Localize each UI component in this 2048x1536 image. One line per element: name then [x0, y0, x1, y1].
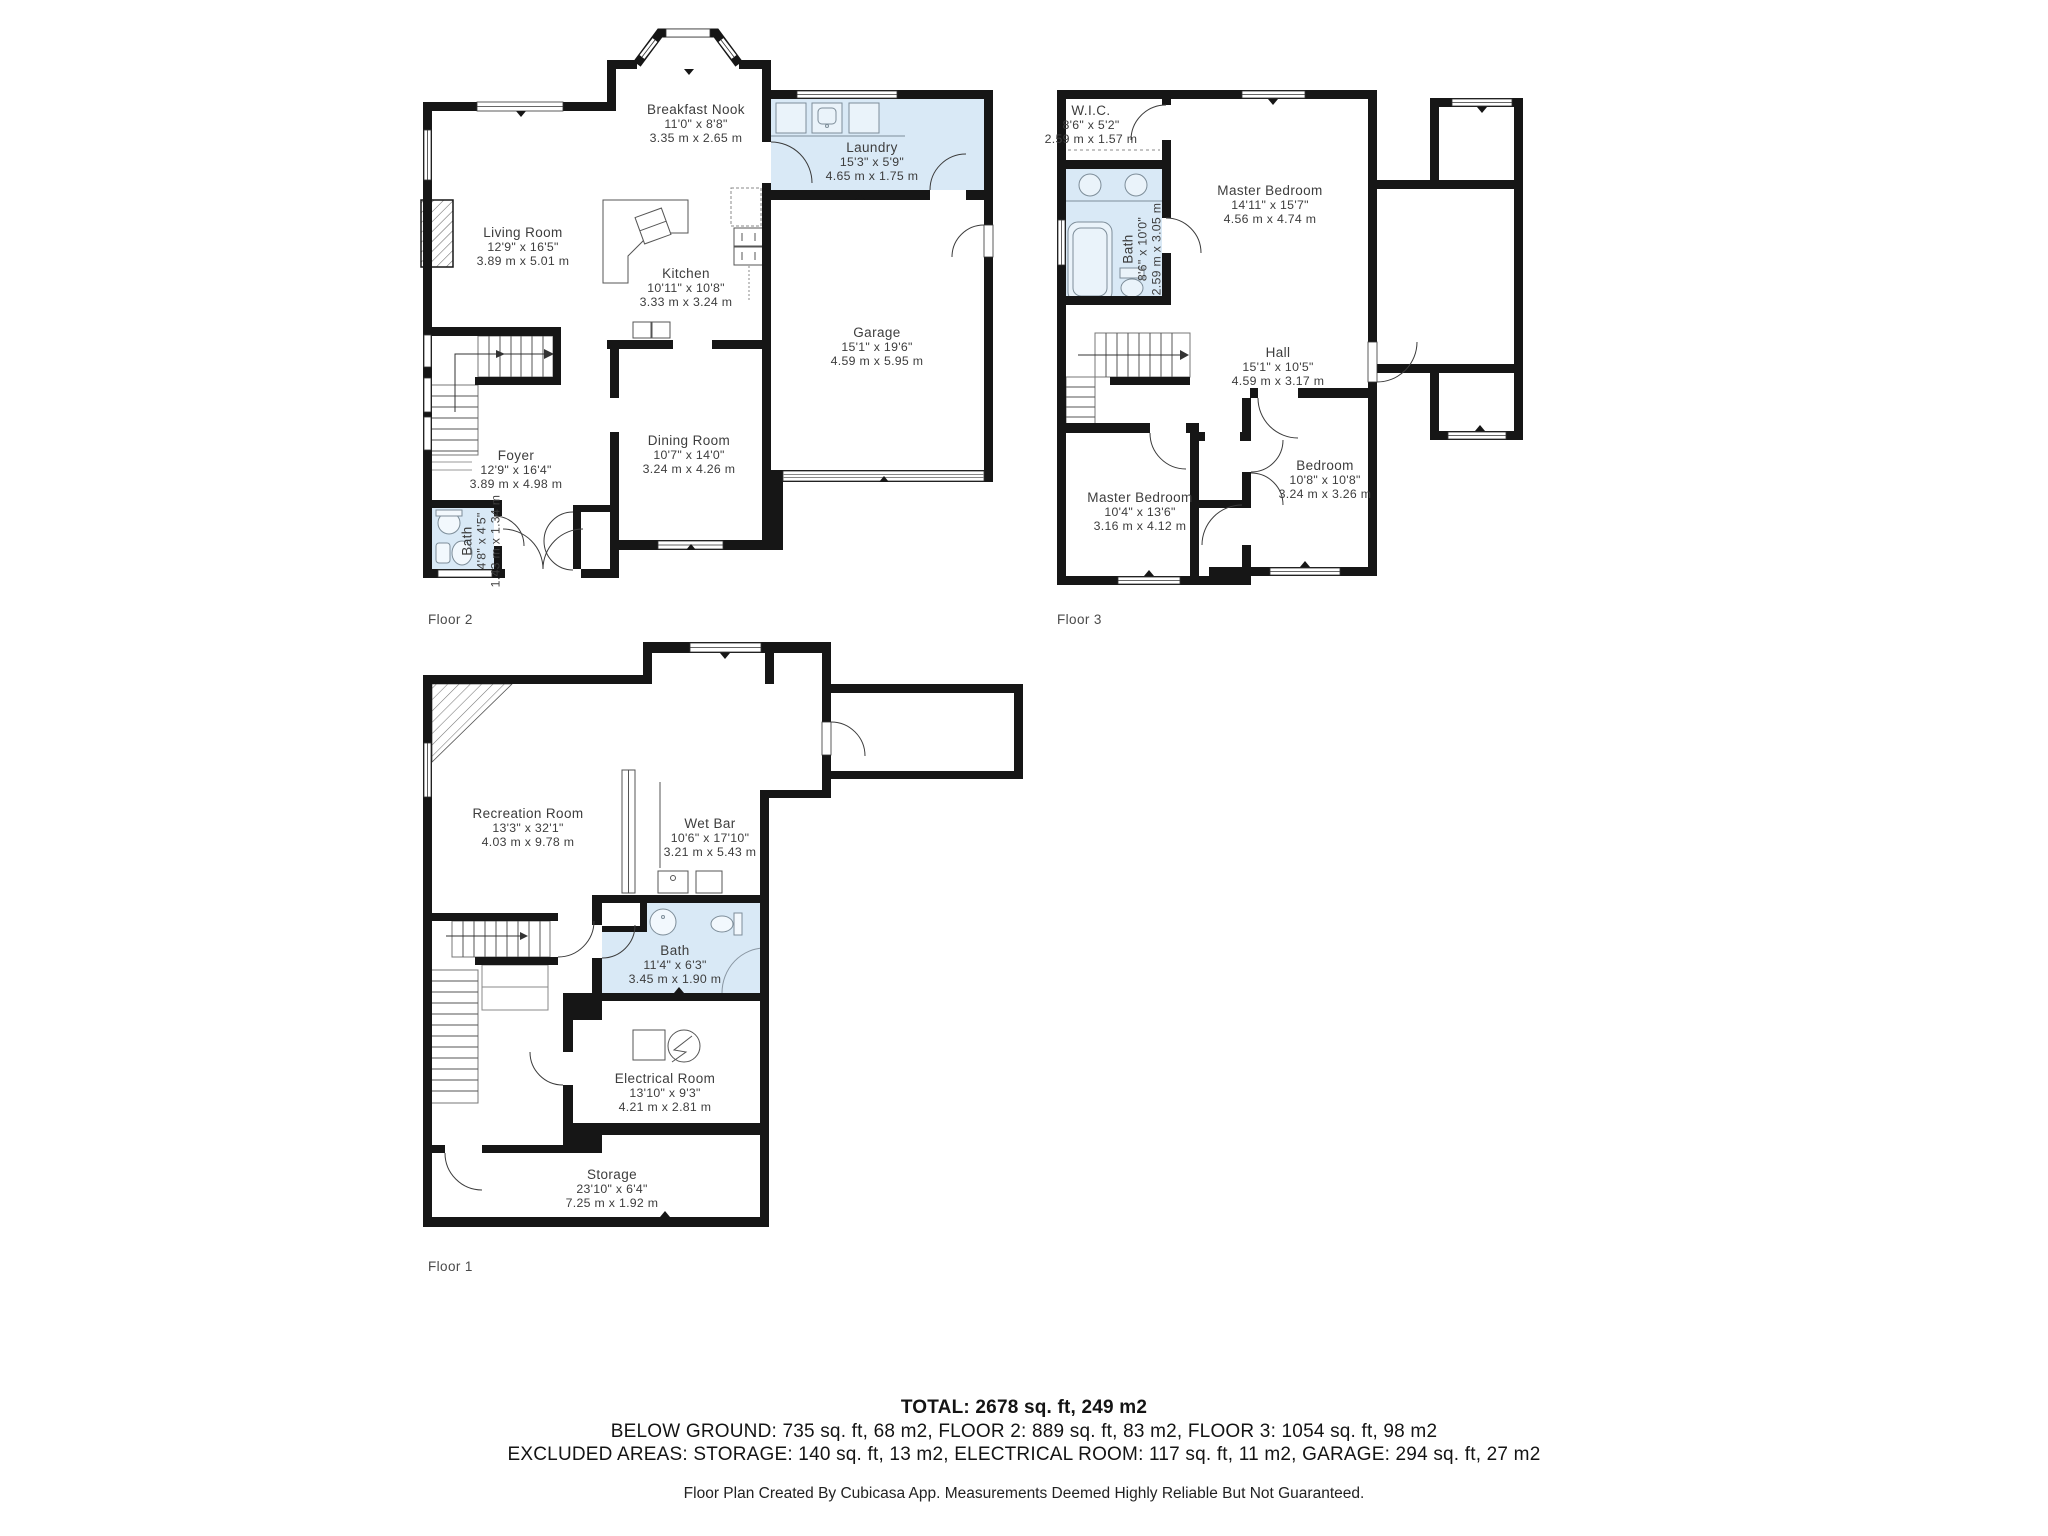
- floor2-label: Floor 2: [428, 612, 473, 627]
- room-label-storage: Storage 23'10" x 6'4" 7.25 m x 1.92 m: [565, 1167, 659, 1210]
- room-label-bedroom: Bedroom 10'8" x 10'8" 3.24 m x 3.26 m: [1278, 458, 1372, 501]
- summary-floor-areas: BELOW GROUND: 735 sq. ft, 68 m2, FLOOR 2: 889 sq. ft, 83 m2, FLOOR 3: 1054 sq. ft, 98 m2: [610, 1421, 1438, 1442]
- room-label-foyer: Foyer 12'9" x 16'4" 3.89 m x 4.98 m: [469, 448, 563, 491]
- room-label-wic: W.I.C. 8'6" x 5'2" 2.59 m x 1.57 m: [1044, 103, 1138, 146]
- room-label-bath-floor2: Bath 4'8" x 4'5" 1.43 m x 1.34 m: [459, 494, 503, 588]
- room-label-breakfast-nook: Breakfast Nook 11'0" x 8'8" 3.35 m x 2.65 m: [647, 102, 745, 145]
- room-label-kitchen: Kitchen 10'11" x 10'8" 3.33 m x 3.24 m: [639, 266, 733, 309]
- room-label-master-bedroom-2: Master Bedroom 10'4" x 13'6" 3.16 m x 4.12 m: [1087, 490, 1193, 533]
- room-label-electrical-room: Electrical Room 13'10" x 9'3" 4.21 m x 2.81 m: [614, 1071, 716, 1114]
- stairs: [428, 921, 550, 1103]
- kitchen-fixtures: [603, 188, 764, 338]
- room-label-wet-bar: Wet Bar 10'6" x 17'10" 3.21 m x 5.43 m: [663, 816, 757, 859]
- room-label-garage: Garage 15'1" x 19'6" 4.59 m x 5.95 m: [830, 325, 924, 368]
- open-hatch: [432, 684, 512, 762]
- floor3-label: Floor 3: [1057, 612, 1102, 627]
- floor3-plan: [1050, 85, 1600, 630]
- floor1-plan: [420, 638, 1030, 1238]
- room-label-dining-room: Dining Room 10'7" x 14'0" 3.24 m x 4.26 m: [642, 433, 736, 476]
- room-label-laundry: Laundry 15'3" x 5'9" 4.65 m x 1.75 m: [825, 140, 919, 183]
- electrical-fixtures: [633, 1030, 700, 1062]
- room-label-recreation-room: Recreation Room 13'3" x 32'1" 4.03 m x 9.78 m: [472, 806, 584, 849]
- room-label-bath-floor1: Bath 11'4" x 6'3" 3.45 m x 1.90 m: [628, 943, 722, 986]
- summary-total: TOTAL: 2678 sq. ft, 249 m2: [900, 1397, 1148, 1418]
- room-label-master-bedroom-1: Master Bedroom 14'11" x 15'7" 4.56 m x 4.74 m: [1217, 183, 1323, 226]
- summary-disclaimer: Floor Plan Created By Cubicasa App. Measurements Deemed Highly Reliable But Not Guaranteed.: [683, 1485, 1365, 1502]
- room-label-hall: Hall 15'1" x 10'5" 4.59 m x 3.17 m: [1231, 345, 1325, 388]
- room-label-living-room: Living Room 12'9" x 16'5" 3.89 m x 5.01 m: [476, 225, 570, 268]
- room-label-bath-floor3: Bath 8'6" x 10'0" 2.59 m x 3.05 m: [1120, 202, 1164, 296]
- floor1-label: Floor 1: [428, 1259, 473, 1274]
- summary-excluded-areas: EXCLUDED AREAS: STORAGE: 140 sq. ft, 13 m2, ELECTRICAL ROOM: 117 sq. ft, 11 m2, GARAGE: 294 sq. ft, 27 m2: [507, 1444, 1541, 1465]
